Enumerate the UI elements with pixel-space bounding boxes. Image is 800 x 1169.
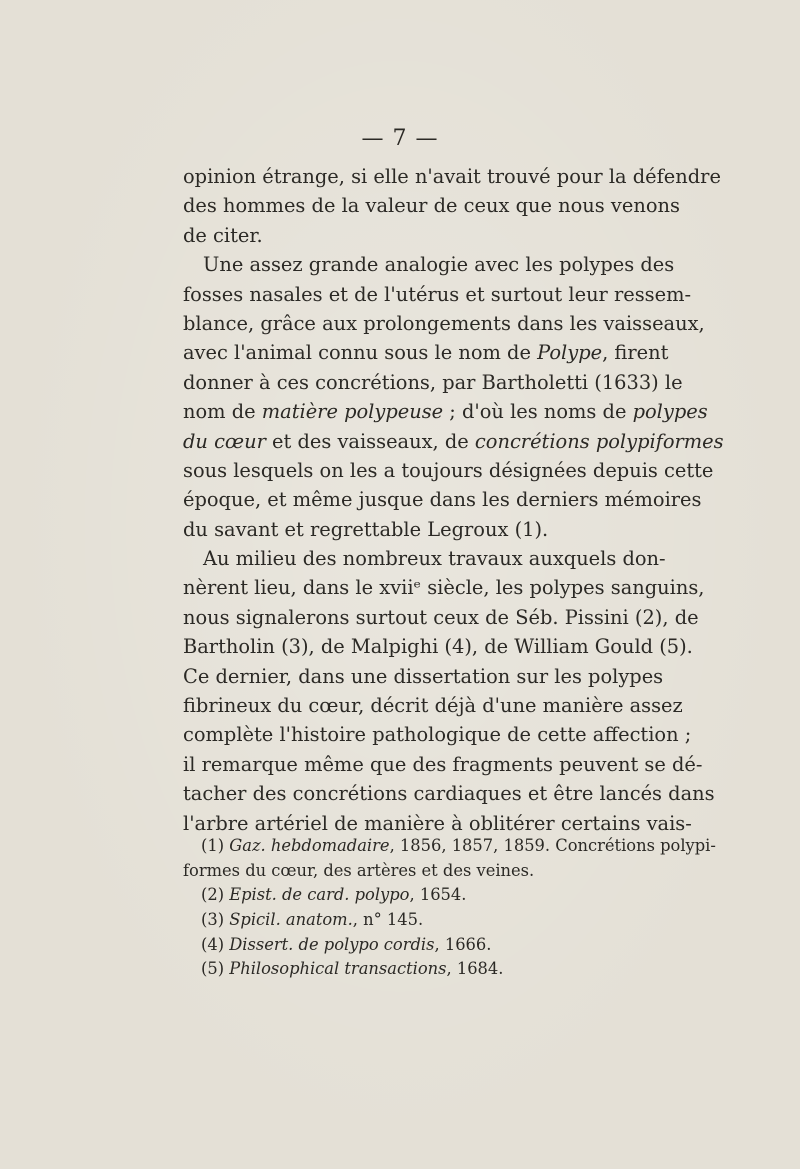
text-line: nèrent lieu, dans le xviiᵉ siècle, les polypes sanguins, xyxy=(183,576,705,600)
text-line: Au milieu des nombreux travaux auxquels don- xyxy=(203,547,666,571)
italic-text: concrétions polypiformes xyxy=(474,429,724,453)
footnote-line: (3) Spicil. anatom., n° 145. xyxy=(201,910,424,930)
text-line: fibrineux du cœur, décrit déjà d'une manière assez xyxy=(183,694,683,718)
text-line: blance, grâce aux prolongements dans les vaisseaux, xyxy=(183,311,705,335)
text-line: du cœur et des vaisseaux, de concrétions polypiformes xyxy=(183,429,724,453)
text-line: tacher des concrétions cardiaques et être lancés dans xyxy=(183,782,715,806)
paragraph-1 xyxy=(183,162,721,250)
text-line: donner à ces concrétions, par Bartholetti (1633) le xyxy=(183,370,683,394)
text-line: Une assez grande analogie avec les polypes des xyxy=(203,253,675,277)
italic-text: matière polypeuse xyxy=(261,400,444,424)
paragraph-3 xyxy=(183,544,715,838)
footnote-line: (5) Philosophical transactions, 1684. xyxy=(201,959,504,979)
body-text xyxy=(183,162,724,838)
text-line: fosses nasales et de l'utérus et surtout leur ressem- xyxy=(183,282,692,306)
italic-text: du cœur xyxy=(183,429,266,453)
italic-text: Gaz. hebdomadaire xyxy=(229,836,390,855)
text-line: Bartholin (3), de Malpighi (4), de William Gould (5). xyxy=(183,635,693,659)
text-line: des hommes de la valeur de ceux que nous venons xyxy=(183,194,680,218)
text-line: opinion étrange, si elle n'avait trouvé pour la défendre xyxy=(183,165,721,188)
footnote-line: (4) Dissert. de polypo cordis, 1666. xyxy=(201,934,492,954)
text-line: époque, et même jusque dans les derniers mémoires xyxy=(183,488,702,512)
footnote-line: formes du cœur, des artères et des veines. xyxy=(183,860,535,880)
footnotes xyxy=(183,834,716,982)
footnote-line: (1) Gaz. hebdomadaire, 1856, 1857, 1859. Concrétions polypi- xyxy=(201,836,716,855)
italic-text: Dissert. de polypo cordis xyxy=(229,934,435,954)
italic-text: Philosophical transactions xyxy=(229,959,447,979)
italic-text: Epist. de card. polypo xyxy=(229,885,410,905)
text-line: nous signalerons surtout ceux de Séb. Pissini (2), de xyxy=(183,605,699,629)
text-line: l'arbre artériel de manière à oblitérer certains vais- xyxy=(183,811,692,835)
text-line: du savant et regrettable Legroux (1). xyxy=(183,517,549,541)
page-number: — 7 — xyxy=(361,126,439,151)
italic-text: polypes xyxy=(632,400,708,424)
text-line: sous lesquels on les a toujours désignées depuis cette xyxy=(183,458,714,482)
italic-text: Polype xyxy=(537,341,603,365)
text-line: de citer. xyxy=(183,223,263,247)
italic-text: Spicil. anatom. xyxy=(229,910,353,930)
text-line: complète l'histoire pathologique de cette affection ; xyxy=(183,723,692,747)
footnote-line: (2) Epist. de card. polypo, 1654. xyxy=(201,885,467,905)
text-line: nom de matière polypeuse ; d'où les noms de polypes xyxy=(183,400,708,424)
text-line: il remarque même que des fragments peuvent se dé- xyxy=(183,752,703,776)
paragraph-2 xyxy=(183,250,724,544)
text-line: avec l'animal connu sous le nom de Polype, firent xyxy=(183,341,669,365)
text-line: Ce dernier, dans une dissertation sur les polypes xyxy=(183,664,664,688)
